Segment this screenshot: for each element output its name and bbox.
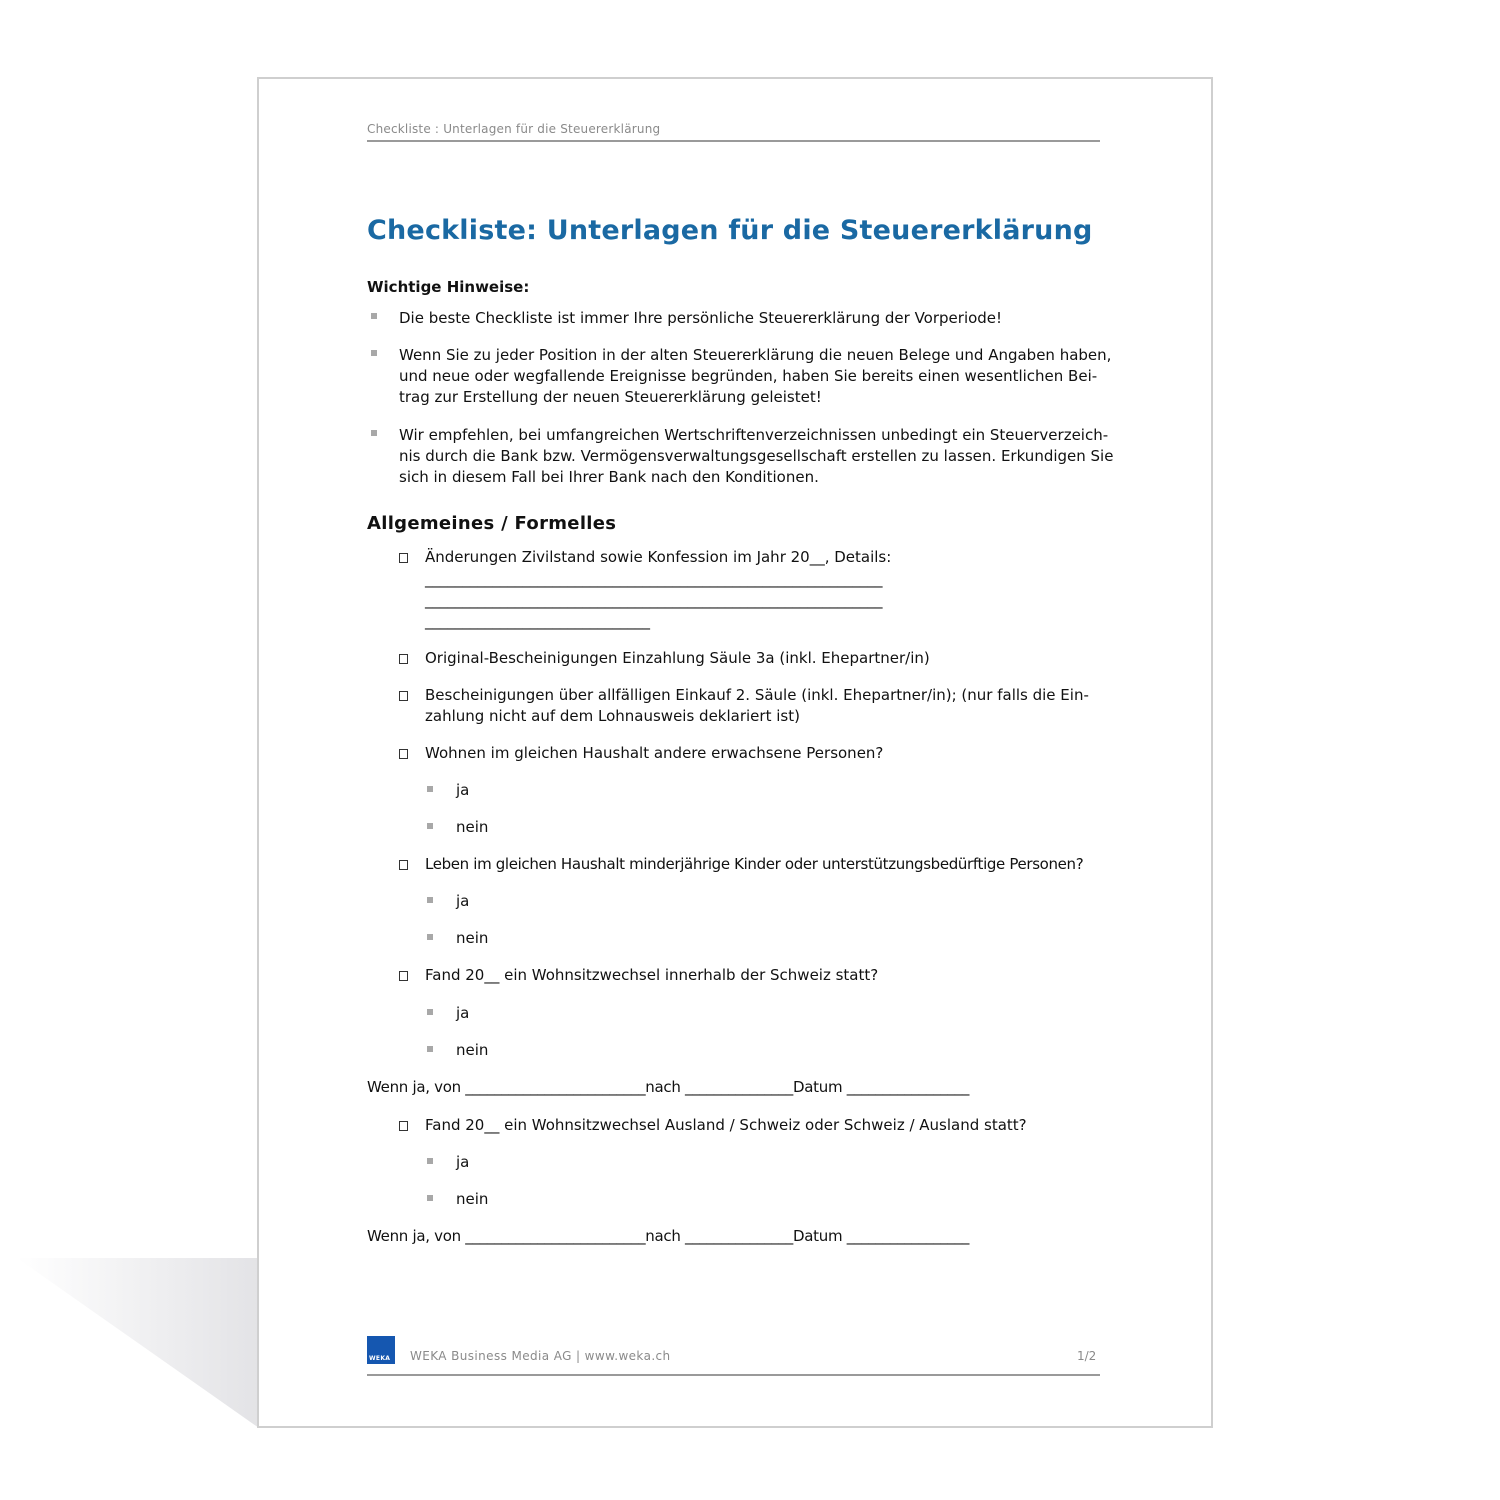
option-ja[interactable]: ja xyxy=(456,781,470,799)
option-bullet-icon xyxy=(427,897,433,903)
footer-rule xyxy=(367,1374,1100,1376)
note-3 xyxy=(399,425,1113,488)
option-bullet-icon xyxy=(427,823,433,829)
option-ja[interactable]: ja xyxy=(456,892,470,910)
note-line: und neue oder wegfallende Ereignisse begründen, haben Sie bereits einen wesentlichen Bei- xyxy=(399,367,1098,385)
option-bullet-icon xyxy=(427,1195,433,1201)
page-shadow xyxy=(17,1258,259,1428)
checkbox-icon[interactable] xyxy=(399,654,408,664)
option-nein[interactable]: nein xyxy=(456,818,489,836)
note-line: Wenn Sie zu jeder Position in der alten Steuererklärung die neuen Belege und Angaben haben, xyxy=(399,346,1112,364)
bullet-icon xyxy=(371,313,377,319)
note-1 xyxy=(399,308,1002,329)
checkbox-icon[interactable] xyxy=(399,1121,408,1131)
checklist-item-label: Leben im gleichen Haushalt minderjährige Kinder oder unterstützungsbedürftige Personen? xyxy=(425,855,1084,873)
note-line: nis durch die Bank bzw. Vermögensverwaltungsgesellschaft erstellen zu lassen. Erkundigen Sie xyxy=(399,447,1114,465)
details-blank-line[interactable]: _____________________________________________________________ xyxy=(425,591,883,609)
note-line: Die beste Checkliste ist immer Ihre persönliche Steuererklärung der Vorperiode! xyxy=(399,309,1003,327)
option-nein[interactable]: nein xyxy=(456,929,489,947)
footer-publisher: WEKA Business Media AG | www.weka.ch xyxy=(410,1349,671,1363)
header-rule xyxy=(367,140,1100,142)
option-bullet-icon xyxy=(427,1046,433,1052)
bullet-icon xyxy=(371,430,377,436)
checklist-item-label: zahlung nicht auf dem Lohnausweis deklariert ist) xyxy=(425,707,800,725)
page-number: 1/2 xyxy=(1077,1349,1097,1363)
document-page xyxy=(257,77,1213,1428)
bullet-icon xyxy=(371,350,377,356)
weka-logo xyxy=(367,1336,395,1364)
option-bullet-icon xyxy=(427,934,433,940)
relocation-fields[interactable]: Wenn ja, von _________________________nach _______________Datum _________________ xyxy=(367,1227,970,1245)
option-ja[interactable]: ja xyxy=(456,1004,470,1022)
details-blank-line[interactable]: _____________________________________________________________ xyxy=(425,570,883,588)
checklist-item-label: Änderungen Zivilstand sowie Konfession im Jahr 20__, Details: xyxy=(425,548,892,566)
note-line: trag zur Erstellung der neuen Steuererklärung geleistet! xyxy=(399,388,822,406)
checklist-item-label: Fand 20__ ein Wohnsitzwechsel innerhalb der Schweiz statt? xyxy=(425,966,879,984)
note-line: Wir empfehlen, bei umfangreichen Wertschriftenverzeichnissen unbedingt ein Steuerverzeich- xyxy=(399,426,1109,444)
option-bullet-icon xyxy=(427,1158,433,1164)
checkbox-icon[interactable] xyxy=(399,749,408,759)
option-bullet-icon xyxy=(427,786,433,792)
logo-text: WEKA xyxy=(369,1355,391,1362)
notes-heading: Wichtige Hinweise: xyxy=(367,278,530,296)
details-blank-line[interactable]: ______________________________ xyxy=(425,612,650,630)
checklist-item-label: Fand 20__ ein Wohnsitzwechsel Ausland / Schweiz oder Schweiz / Ausland statt? xyxy=(425,1116,1027,1134)
option-nein[interactable]: nein xyxy=(456,1041,489,1059)
option-nein[interactable]: nein xyxy=(456,1190,489,1208)
document-title: Checkliste: Unterlagen für die Steuererklärung xyxy=(367,215,1093,246)
note-line: sich in diesem Fall bei Ihrer Bank nach den Konditionen. xyxy=(399,468,819,486)
running-header: Checkliste : Unterlagen für die Steuererklärung xyxy=(367,122,661,136)
option-ja[interactable]: ja xyxy=(456,1153,470,1171)
checklist-item-label: Original-Bescheinigungen Einzahlung Säule 3a (inkl. Ehepartner/in) xyxy=(425,649,930,667)
checklist-item-label: Bescheinigungen über allfälligen Einkauf 2. Säule (inkl. Ehepartner/in); (nur falls die Ein- xyxy=(425,686,1089,704)
note-2 xyxy=(399,345,1111,408)
checkbox-icon[interactable] xyxy=(399,971,408,981)
checkbox-icon[interactable] xyxy=(399,860,408,870)
checklist-item-label: Wohnen im gleichen Haushalt andere erwachsene Personen? xyxy=(425,744,884,762)
relocation-fields[interactable]: Wenn ja, von _________________________nach _______________Datum _________________ xyxy=(367,1078,970,1096)
option-bullet-icon xyxy=(427,1009,433,1015)
section-heading: Allgemeines / Formelles xyxy=(367,513,617,534)
checkbox-icon[interactable] xyxy=(399,553,408,563)
checkbox-icon[interactable] xyxy=(399,691,408,701)
